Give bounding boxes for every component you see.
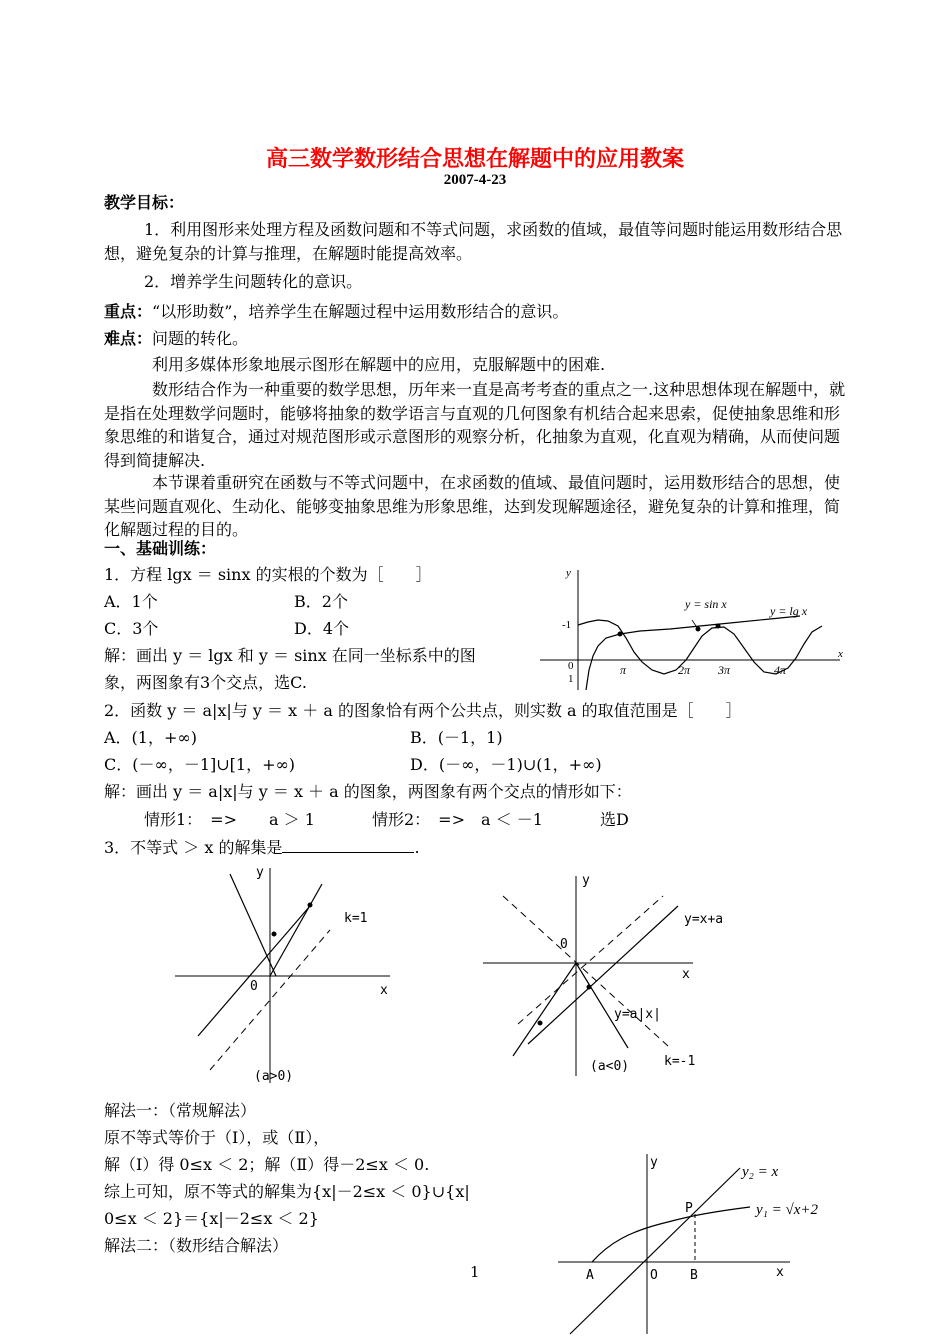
q1-solution-line2: 象，两图象有3个交点，选C. [104, 673, 307, 692]
y-label: y [582, 873, 590, 888]
sin-label: y = sin x [685, 597, 727, 611]
q1-option-b: B．2个 [294, 592, 348, 611]
document-date: 2007-4-23 [443, 172, 507, 188]
q3-method2-title: 解法二：（数形结合解法） [104, 1236, 289, 1255]
origin-label: 0 [568, 660, 574, 672]
document-title: 高三数学数形结合思想在解题中的应用教案 [265, 146, 684, 172]
q3-method1-line3: 综上可知，原不等式的解集为{x|－2≤x ＜ 0}∪{x| [104, 1182, 470, 1201]
y2-label: y₂ = x [742, 1164, 779, 1180]
intro-paragraph-3: 本节课着重研究在函数与不等式问题中，在求函数的值域、最值问题时，运用数形结合的思想，使某些问题直观化、生动化、能够变抽象思维为形象思维，达到发现解题途径，避免复杂的计算和推理，简化解题过程的目的。 [104, 473, 841, 539]
intersection-point [587, 985, 592, 990]
intersection-point [308, 903, 313, 908]
line-y-x-plus-a [528, 906, 678, 1044]
curve-y1-sqrt [592, 1207, 750, 1262]
point-b-label: B [690, 1268, 698, 1283]
x-label: x [682, 967, 690, 982]
intro-paragraph-1: 利用多媒体形象地展示图形在解题中的应用，克服解题中的困难. [152, 355, 606, 374]
point-p-label: P [685, 1201, 693, 1216]
difficulty-label: 难点： [104, 329, 153, 348]
tick-1: 1 [568, 673, 574, 685]
tick-pi: π [620, 663, 627, 677]
abs-right-branch [270, 884, 322, 976]
abs-label: y=a|x| [614, 1007, 661, 1022]
x-label: x [776, 1265, 784, 1280]
intro-paragraph-2: 数形结合作为一种重要的数学思想，历年来一直是高考考查的重点之一.这种思想体现在解题中，就是指在处理数学问题时，能够将抽象的数学语言与直观的几何图象有机结合起来思索，促使抽象思维和形象思维的和谐复合，通过对规范图形或示意图形的观察分析，化抽象为直观，化直观为精确，从而使问题得到简捷解决. [104, 380, 846, 470]
point-a-label: A [586, 1268, 594, 1283]
q2-case-2: 情形2： => a ＜ －1 [372, 810, 543, 829]
caption-a-positive: (a>0) [254, 1069, 294, 1084]
q1-graph-lg-sin [530, 560, 850, 695]
difficulty [104, 329, 248, 349]
line-y-x-plus-a [198, 906, 310, 1036]
objective-1: 1．利用图形来处理方程及函数问题和不等式问题，求函数的值域，最值等问题时能运用数形结合思想，避免复杂的计算与推理，在解题时能提高效率。 [104, 220, 843, 263]
origin-label: 0 [250, 979, 258, 994]
line-label: y=x+a [684, 912, 724, 927]
q3-figure-a-negative [478, 866, 748, 1081]
intersection-point [272, 932, 277, 937]
q3-figure-sqrt [550, 1148, 850, 1338]
q2-answer: 选D [600, 810, 629, 829]
q3-stem-end: . [414, 838, 420, 857]
objectives-heading: 教学目标： [104, 193, 185, 212]
q1-option-a: A．1个 [104, 592, 158, 611]
origin-label: 0 [560, 937, 568, 952]
section-basic-training: 一、基础训练： [104, 539, 217, 558]
q2-solution: 解：画出 y ＝ a|x|与 y ＝ x ＋ a 的图象，两图象有两个交点的情形如下： [104, 782, 632, 801]
q2-option-d: D．(－∞，－1)∪(1，+∞) [410, 755, 602, 774]
tick-2pi: 2π [678, 663, 691, 677]
key-point [104, 302, 568, 322]
caption-a-negative: (a<0) [590, 1059, 630, 1074]
q3-stem-text: 3．不等式 ＞ x 的解集是 [104, 838, 283, 857]
lg-label: y = lg x [770, 604, 808, 618]
intersection-1 [618, 632, 623, 637]
q3-stem [104, 837, 420, 858]
y-label: y [650, 1155, 658, 1170]
x-axis-label: x [838, 648, 843, 660]
q2-option-a: A．(1，+∞) [104, 728, 197, 747]
dashed-k-neg1 [503, 896, 668, 1046]
q2-option-b: B．(－1，1) [410, 728, 503, 747]
q2-case-1: 情形1： => a ＞ 1 [144, 810, 315, 829]
q1-option-c: C．3个 [104, 619, 159, 638]
q3-method1-line2: 解（Ⅰ）得 0≤x ＜ 2；解（Ⅱ）得－2≤x ＜ 0. [104, 1155, 430, 1174]
intersection-point [538, 1021, 543, 1026]
k-neg1-label: k=-1 [664, 1054, 696, 1069]
key-point-label: 重点： [104, 302, 153, 321]
abs-left-branch [230, 874, 276, 976]
x-label: x [380, 983, 388, 998]
page-number: 1 [470, 1263, 480, 1281]
q3-method1-line4: 0≤x ＜ 2}＝{x|－2≤x ＜ 2} [104, 1209, 319, 1228]
q2-stem: 2．函数 y ＝ a|x|与 y ＝ x ＋ a 的图象恰有两个公共点，则实数 a 的取值范围是［ ］ [104, 701, 742, 720]
point-o-label: O [650, 1268, 658, 1283]
q3-method1-line1: 原不等式等价于（Ⅰ），或（Ⅱ）， [104, 1128, 330, 1147]
q3-answer-blank [282, 837, 414, 853]
q1-solution-line1: 解：画出 y ＝ lgx 和 y ＝ sinx 在同一坐标系中的图 [104, 646, 476, 665]
difficulty-text: 问题的转化。 [152, 329, 249, 348]
q3-method1-title: 解法一：（常规解法） [104, 1101, 257, 1120]
sin-label-pointer [692, 620, 698, 629]
q1-option-d: D．4个 [294, 619, 350, 638]
objective-2: 2．增养学生问题转化的意识。 [144, 272, 363, 291]
dashed-parallel [518, 896, 663, 1024]
y-label: y [256, 865, 264, 880]
q3-figure-a-positive [170, 858, 400, 1088]
tick-neg1: -1 [562, 619, 572, 631]
tick-3pi: 3π [718, 663, 731, 677]
abs-left-branch [513, 963, 576, 1056]
q2-option-c: C．(－∞，－1]∪[1，+∞) [104, 755, 296, 774]
q1-stem: 1．方程 lgx ＝ sinx 的实根的个数为［ ］ [104, 565, 432, 584]
line-y2-x [570, 1168, 740, 1334]
intersection-3 [716, 624, 721, 629]
k1-label: k=1 [344, 911, 368, 926]
key-point-text: “以形助数”，培养学生在解题过程中运用数形结合的意识。 [152, 302, 569, 321]
y1-label: y₁ = √x+2 [756, 1202, 819, 1218]
tick-4pi: 4π [774, 663, 787, 677]
y-axis-label: y [566, 567, 571, 579]
